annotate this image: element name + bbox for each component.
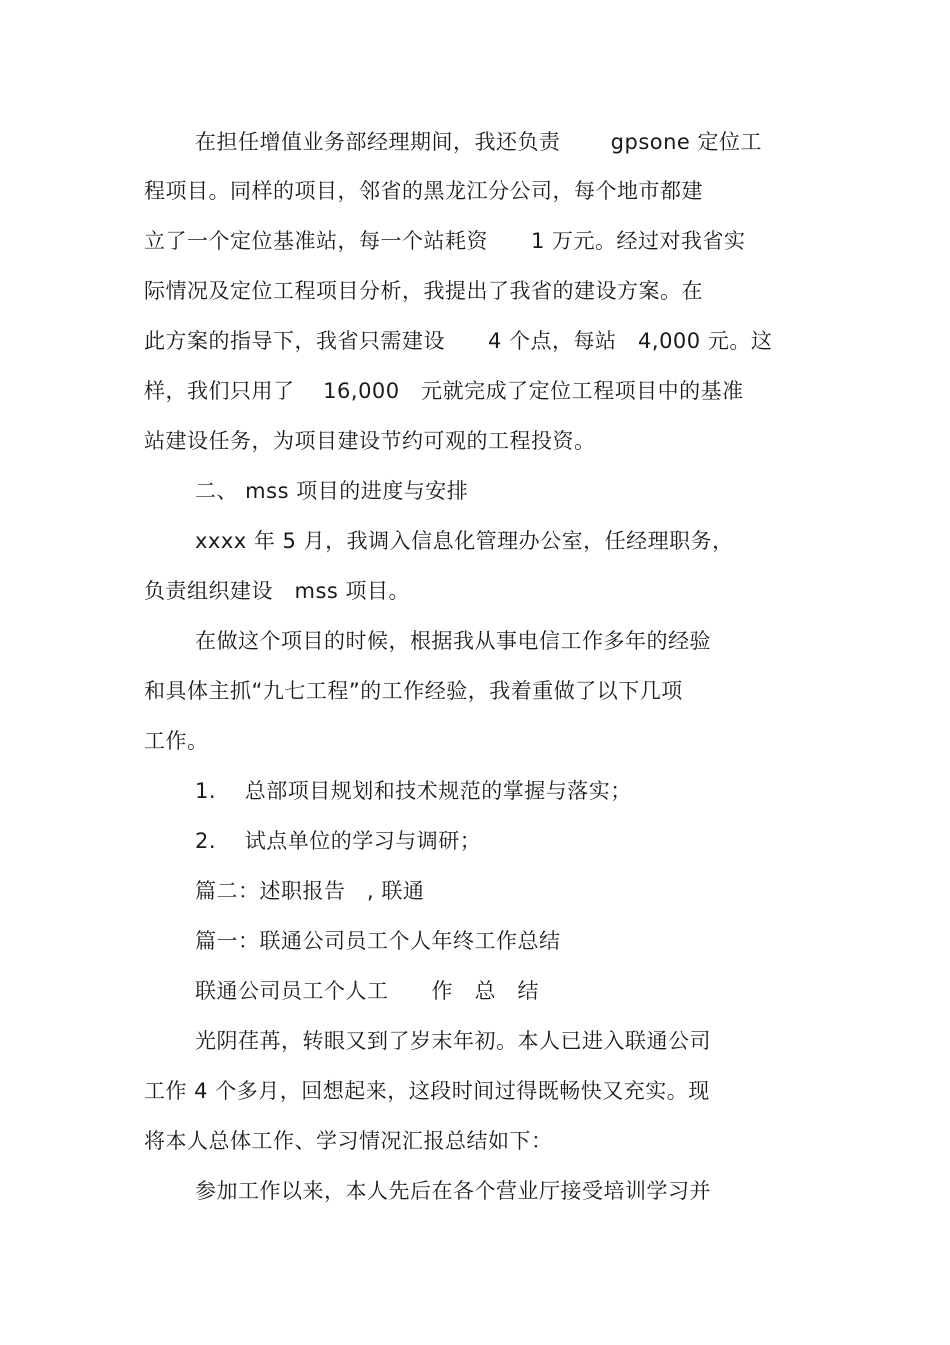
paragraph-line: 在担任增值业务部经理期间，我还负责 gpsone 定位工 xyxy=(195,130,763,154)
paragraph-line: 工作。 xyxy=(144,729,209,753)
paragraph-line: 在做这个项目的时候，根据我从事电信工作多年的经验 xyxy=(195,629,711,653)
list-item: 2. 试点单位的学习与调研； xyxy=(195,829,482,853)
list-item: 1. 总部项目规划和技术规范的掌握与落实； xyxy=(195,779,632,803)
document-title: 联通公司员工个人工 作 总 结 xyxy=(195,979,539,1003)
paragraph-line: 此方案的指导下，我省只需建设 4 个点，每站 4,000 元。这 xyxy=(144,329,773,353)
section-heading: 篇二：述职报告 , 联通 xyxy=(195,879,425,903)
paragraph-line: xxxx 年 5 月，我调入信息化管理办公室，任经理职务， xyxy=(195,529,734,553)
paragraph-line: 负责组织建设 mss 项目。 xyxy=(144,579,411,603)
paragraph-line: 际情况及定位工程项目分析，我提出了我省的建设方案。在 xyxy=(144,279,703,303)
paragraph-line: 站建设任务，为项目建设节约可观的工程投资。 xyxy=(144,429,596,453)
paragraph-line: 和具体主抓“九七工程”的工作经验，我着重做了以下几项 xyxy=(144,679,683,703)
paragraph-line: 程项目。同样的项目，邻省的黑龙江分公司，每个地市都建 xyxy=(144,179,703,203)
section-heading: 篇一：联通公司员工个人年终工作总结 xyxy=(195,929,561,953)
paragraph-line: 光阴荏苒，转眼又到了岁末年初。本人已进入联通公司 xyxy=(195,1029,711,1053)
section-heading: 二、 mss 项目的进度与安排 xyxy=(195,479,469,503)
paragraph-line: 立了一个定位基准站，每一个站耗资 1 万元。经过对我省实 xyxy=(144,229,746,253)
paragraph-line: 将本人总体工作、学习情况汇报总结如下： xyxy=(144,1129,553,1153)
paragraph-line: 样，我们只用了 16,000 元就完成了定位工程项目中的基准 xyxy=(144,379,744,403)
paragraph-line: 参加工作以来，本人先后在各个营业厅接受培训学习并 xyxy=(195,1179,711,1203)
paragraph-line: 工作 4 个多月，回想起来，这段时间过得既畅快又充实。现 xyxy=(144,1079,710,1103)
